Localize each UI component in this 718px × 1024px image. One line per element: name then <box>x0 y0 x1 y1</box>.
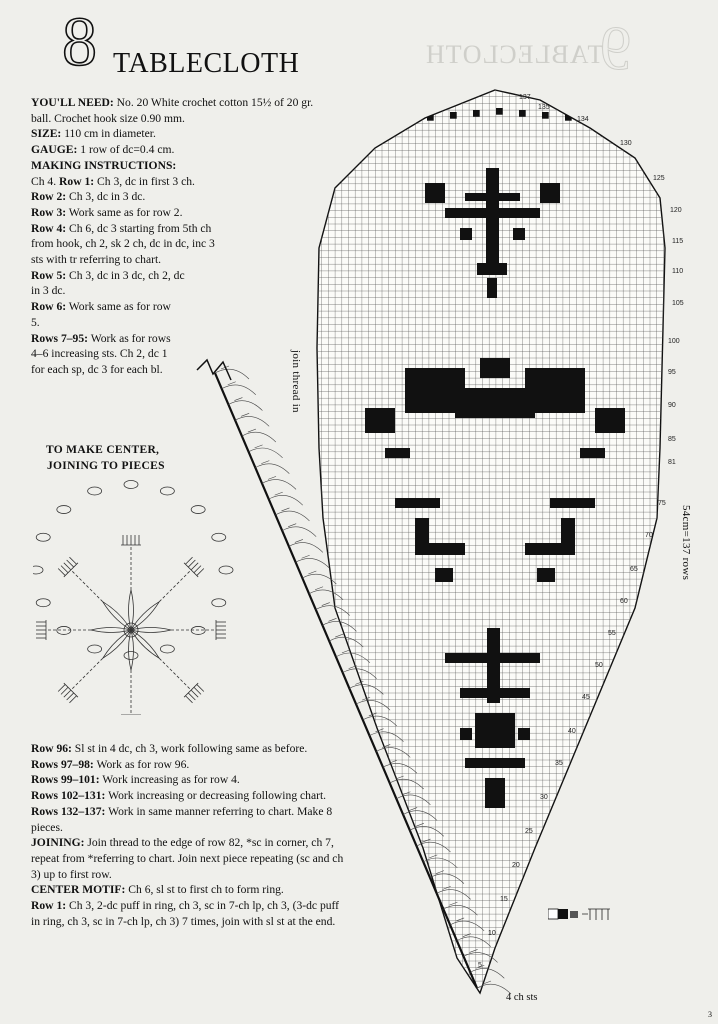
bottom-stitch-label: 4 ch sts <box>506 992 538 1003</box>
row-number: 135 <box>538 104 550 111</box>
row-number: 10 <box>488 930 496 937</box>
row-number: 105 <box>672 300 684 307</box>
center-heading-line1: TO MAKE CENTER, <box>46 444 160 456</box>
gauge-line: GAUGE: 1 row of dc=0.4 cm. <box>31 143 175 157</box>
row-number: 75 <box>658 500 666 507</box>
center-heading-line2: JOINING TO PIECES <box>47 460 165 472</box>
join-thread-label: join thread in <box>290 350 302 413</box>
pattern-number: 8 <box>62 4 97 81</box>
motif-row1-line: Row 1: Ch 3, 2-dc puff in ring, ch 3, sc in 7-ch lp, ch 3, (3-dc puff in ring, ch 3, sc in 7-ch lp, ch 3) 7 times, join with sl st at the end. <box>31 899 340 928</box>
row-number: 25 <box>525 828 533 835</box>
row-number: 20 <box>512 862 520 869</box>
row-number: 95 <box>668 369 676 376</box>
row4-line: Row 4: Ch 6, dc 3 starting from 5th ch from hook, ch 2, sk 2 ch, dc in dc, inc 3 sts with tr referring to chart. <box>31 221 215 267</box>
rows97-98-line: Rows 97–98: Work as for row 96. <box>31 757 190 771</box>
page-number: 3 <box>708 1010 712 1019</box>
row-number: 85 <box>668 436 676 443</box>
row-number: 115 <box>672 238 684 245</box>
row6-line: Row 6: Work same as for row 5. <box>31 300 171 329</box>
row-number: 137 <box>519 94 531 101</box>
center-motif-line: CENTER MOTIF: Ch 6, sl st to first ch to form ring. <box>31 883 284 897</box>
row-number: 130 <box>620 140 632 147</box>
ghost-title: TABLECLOTH <box>425 40 604 69</box>
row-number: 134 <box>577 116 589 123</box>
stitch-legend <box>548 905 628 925</box>
row-number: 70 <box>645 532 653 539</box>
rows99-101-line: Rows 99–101: Work increasing as for row 4. <box>31 773 240 787</box>
row-number: 125 <box>653 175 665 182</box>
row-number: 90 <box>668 402 676 409</box>
size-line: SIZE: 110 cm in diameter. <box>31 127 156 141</box>
ghost-number: 9 <box>600 15 631 83</box>
joining-line: JOINING: Join thread to the edge of row 82, *sc in corner, ch 7, repeat from *referring to chart. Join next piece repeating (sc and ch 3) up to first row. <box>31 836 344 881</box>
row-number: 45 <box>582 694 590 701</box>
row-number: 60 <box>620 598 628 605</box>
row-number: 30 <box>540 794 548 801</box>
page-title: TABLECLOTH <box>113 48 300 79</box>
filet-chart <box>195 88 695 1003</box>
row-number: 110 <box>672 268 684 275</box>
rows132-137-line: Rows 132–137: Work in same manner referring to chart. Make 8 pieces. <box>31 804 333 834</box>
row1-line: Ch 4. Row 1: Ch 3, dc in first 3 ch. <box>31 174 195 188</box>
row-number: 65 <box>630 566 638 573</box>
row-number: 55 <box>608 630 616 637</box>
rows7-95-line: Rows 7–95: Work as for rows 4–6 increasing sts. Ch 2, dc 1 for each sp, dc 3 for each bl. <box>31 331 171 376</box>
rows-dimension-label: 54cm=137 rows <box>680 505 692 581</box>
row-number: 100 <box>668 338 680 345</box>
row-number: 81 <box>668 459 676 466</box>
row-number: 35 <box>555 760 563 767</box>
row-number: 5 <box>478 962 482 969</box>
row2-line: Row 2: Ch 3, dc in 3 dc. <box>31 190 146 204</box>
row96-line: Row 96: Sl st in 4 dc, ch 3, work following same as before. <box>31 742 308 755</box>
rows102-131-line: Rows 102–131: Work increasing or decreasing following chart. <box>31 789 327 803</box>
row-number: 50 <box>595 662 603 669</box>
needs-line: YOU'LL NEED: No. 20 White crochet cotton 15½ of 20 gr. ball. Crochet hook size 0.90 mm. <box>31 96 314 125</box>
row-number: 120 <box>670 207 682 214</box>
row3-line: Row 3: Work same as for row 2. <box>31 205 183 219</box>
row-number: 15 <box>500 896 508 903</box>
row5-line: Row 5: Ch 3, dc in 3 dc, ch 2, dc in 3 dc. <box>31 268 185 298</box>
center-heading <box>46 442 165 474</box>
making-heading: MAKING INSTRUCTIONS: <box>31 158 177 172</box>
row-number: 40 <box>568 728 576 735</box>
